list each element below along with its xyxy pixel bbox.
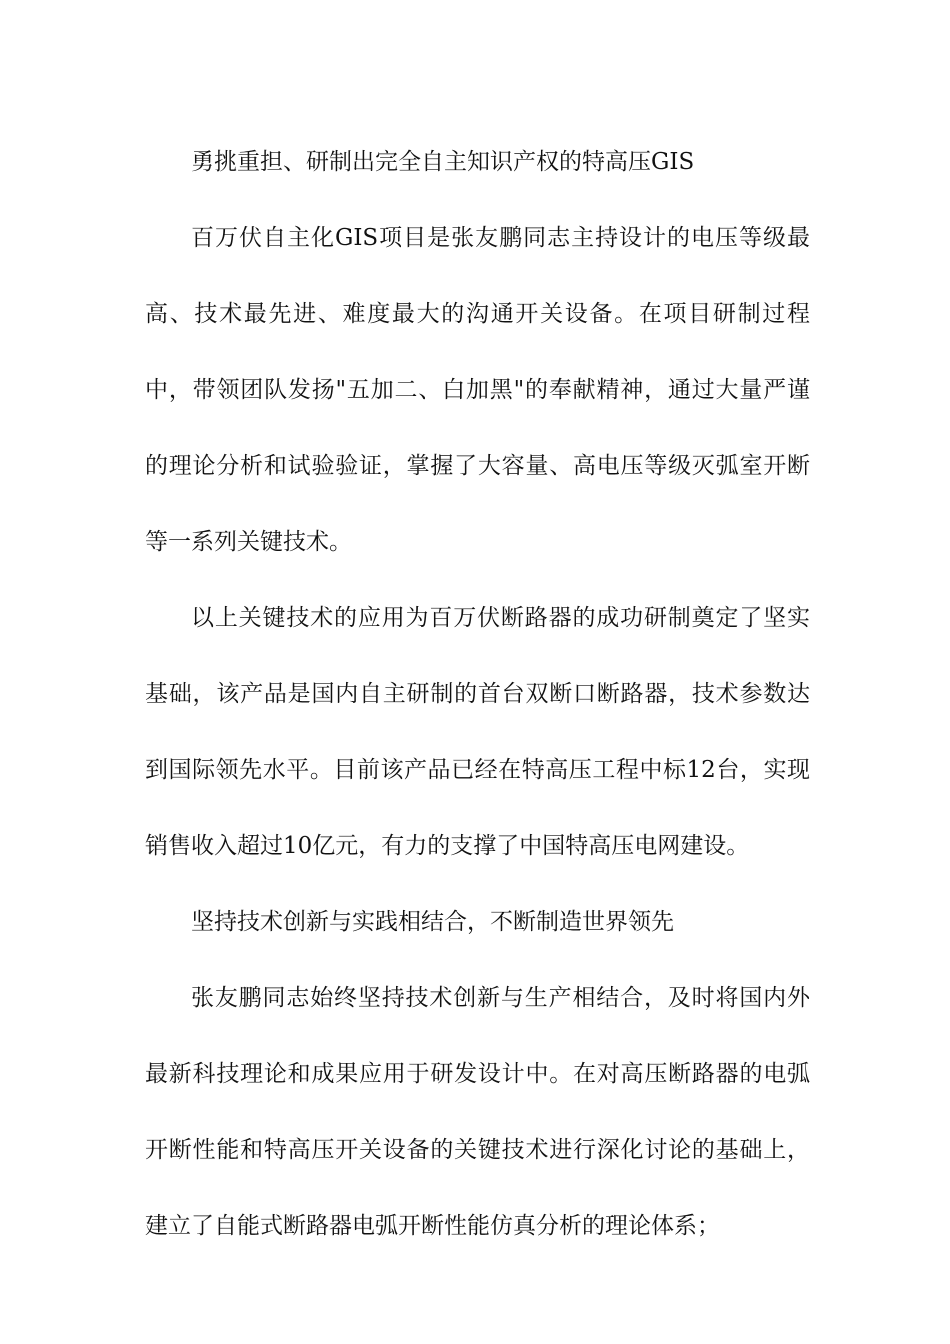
body-paragraph: 以上关键技术的应用为百万伏断路器的成功研制奠定了坚实基础，该产品是国内自主研制的首台双断口断路器，技术参数达到国际领先水平。目前该产品已经在特高压工程中标12台，实现销售收入超过10亿元，有力的支撑了中国特高压电网建设。	[145, 605, 810, 859]
body-paragraph: 百万伏自主化GIS项目是张友鹏同志主持设计的电压等级最高、技术最先进、难度最大的沟通开关设备。在项目研制过程中，带领团队发扬"五加二、白加黑"的奉献精神，通过大量严谨的理论分析和试验验证，掌握了大容量、高电压等级灭弧室开断等一系列关键技术。	[145, 225, 810, 555]
heading-paragraph: 坚持技术创新与实践相结合，不断制造世界领先	[191, 909, 674, 935]
body-paragraph: 张友鹏同志始终坚持技术创新与生产相结合，及时将国内外最新科技理论和成果应用于研发设计中。在对高压断路器的电弧开断性能和特高压开关设备的关键技术进行深化讨论的基础上，建立了自能式断路器电弧开断性能仿真分析的理论体系；	[145, 985, 810, 1239]
heading-paragraph: 勇挑重担、研制出完全自主知识产权的特高压GIS	[191, 149, 695, 175]
document-body	[145, 124, 810, 1264]
